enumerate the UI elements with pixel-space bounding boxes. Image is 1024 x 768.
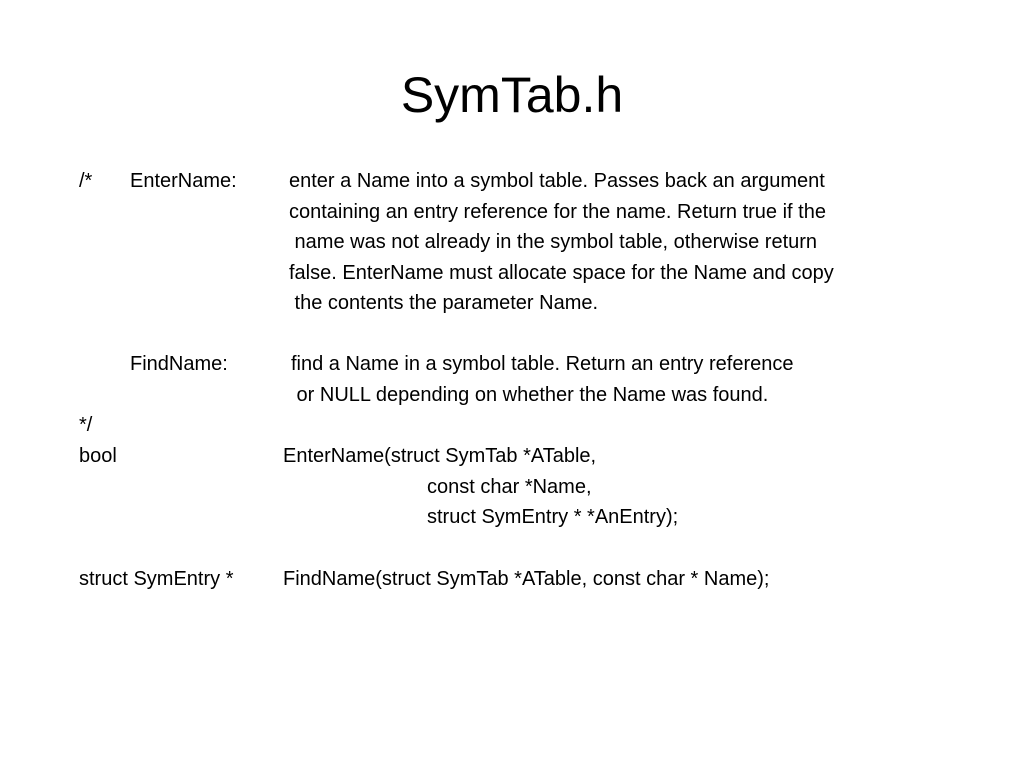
entername-return-type: bool bbox=[79, 445, 117, 467]
slide-title: SymTab.h bbox=[400, 67, 624, 123]
findname-return-type: struct SymEntry * bbox=[79, 568, 234, 590]
findname-desc-line: find a Name in a symbol table. Return an entry reference bbox=[291, 353, 794, 375]
entername-desc-line: false. EnterName must allocate space for the Name and copy bbox=[289, 262, 834, 284]
findname-desc-line: or NULL depending on whether the Name was found. bbox=[291, 384, 769, 406]
entername-signature-line: EnterName(struct SymTab *ATable, bbox=[283, 445, 597, 467]
entername-desc-line: enter a Name into a symbol table. Passes back an argument bbox=[289, 170, 825, 192]
comment-close: */ bbox=[79, 414, 93, 436]
findname-signature: FindName(struct SymTab *ATable, const char * Name); bbox=[283, 568, 770, 590]
findname-label: FindName: bbox=[130, 353, 228, 375]
entername-signature-line: const char *Name, bbox=[427, 476, 592, 498]
entername-label: EnterName: bbox=[130, 170, 237, 192]
entername-desc-line: name was not already in the symbol table, otherwise return bbox=[289, 231, 818, 253]
entername-desc-line: the contents the parameter Name. bbox=[289, 292, 599, 314]
entername-signature-line: struct SymEntry * *AnEntry); bbox=[427, 506, 679, 528]
comment-open: /* bbox=[79, 170, 93, 192]
entername-desc-line: containing an entry reference for the name. Return true if the bbox=[289, 201, 826, 223]
